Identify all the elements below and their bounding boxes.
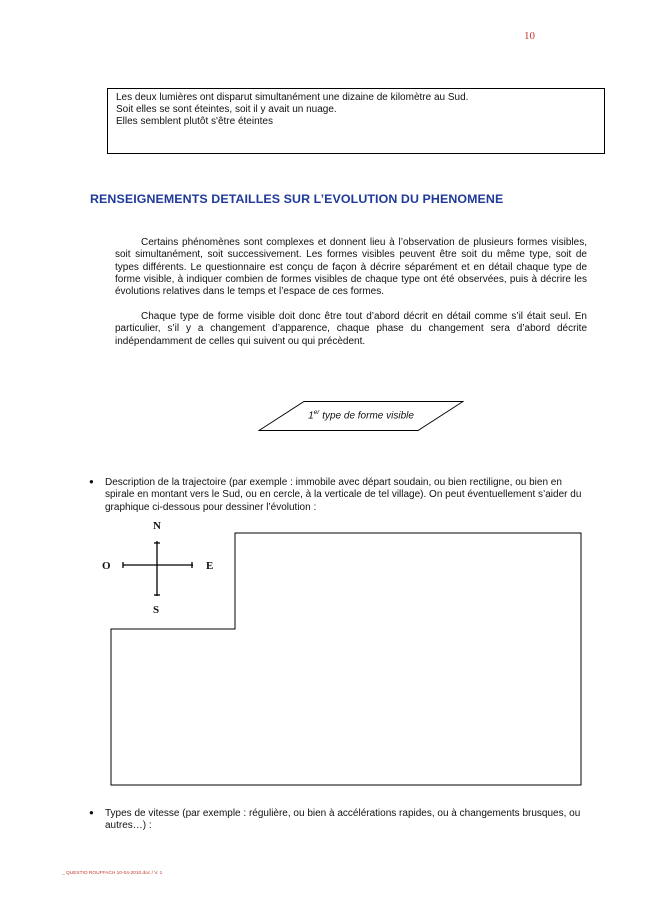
bullet-dot-icon: ● xyxy=(89,477,94,486)
speed-types-description: Types de vitesse (par exemple : régulière, ou bien à accélérations rapides, ou à changements brusques, ou autres…) : xyxy=(105,808,581,832)
compass-south: S xyxy=(153,604,160,616)
trajectory-description: Description de la trajectoire (par exemple : immobile avec départ soudain, ou bien rectiligne, ou bien en spirale en montant vers le Sud, ou en cercle, à la verticale de tel village). On peut éventuellement s’aider du graphique ci-dessous pour dessiner l’évolution : xyxy=(105,477,582,513)
shape-type-text xyxy=(258,409,464,421)
compass-east: E xyxy=(206,560,214,572)
shape-type-label xyxy=(258,401,464,431)
detail-paragraph: Chaque type de forme visible doit donc être tout d’abord décrit en détail comme s’il était seul. En particulier, s’il y a changement d’apparence, chaque phase du changement sera d’abord décrite indépendamment de celles qui suivent ou qui précèdent. xyxy=(115,311,587,347)
drawing-frame xyxy=(110,532,582,786)
page-number: 10 xyxy=(524,30,535,42)
compass-west: O xyxy=(102,560,111,572)
answer-line: Elles semblent plutôt s'être éteintes xyxy=(116,116,273,127)
footer-filename: _ QUESTIO ROUFFACH 10-04-2010.doc / V. 1 xyxy=(62,871,163,876)
bullet-dot-icon: ● xyxy=(89,808,94,817)
shape-superscript: er xyxy=(313,409,320,416)
answer-line: Les deux lumières ont disparut simultanément une dizaine de kilomètre au Sud. xyxy=(116,92,469,103)
shape-caption: type de forme visible xyxy=(319,410,414,422)
section-title: RENSEIGNEMENTS DETAILLES SUR L’EVOLUTION DU PHENOMENE xyxy=(90,192,504,206)
intro-paragraph: Certains phénomènes sont complexes et donnent lieu à l’observation de plusieurs formes visibles, soit simultanément, soit successivement. Les formes visibles peuvent être soit du même type, soit de types différents. Le questionnaire est conçu de façon à décrire séparément et en détail chaque type de forme visible, à indiquer combien de formes visibles de chaque type ont été observées, puis à décrire les évolutions relatives dans le temps et l’espace de ces formes. xyxy=(115,237,587,298)
trajectory-drawing-area[interactable] xyxy=(110,532,582,786)
compass-north: N xyxy=(153,520,161,532)
answer-box xyxy=(107,88,605,154)
answer-line: Soit elles se sont éteintes, soit il y avait un nuage. xyxy=(116,104,337,115)
shape-number: 1 xyxy=(308,410,314,422)
